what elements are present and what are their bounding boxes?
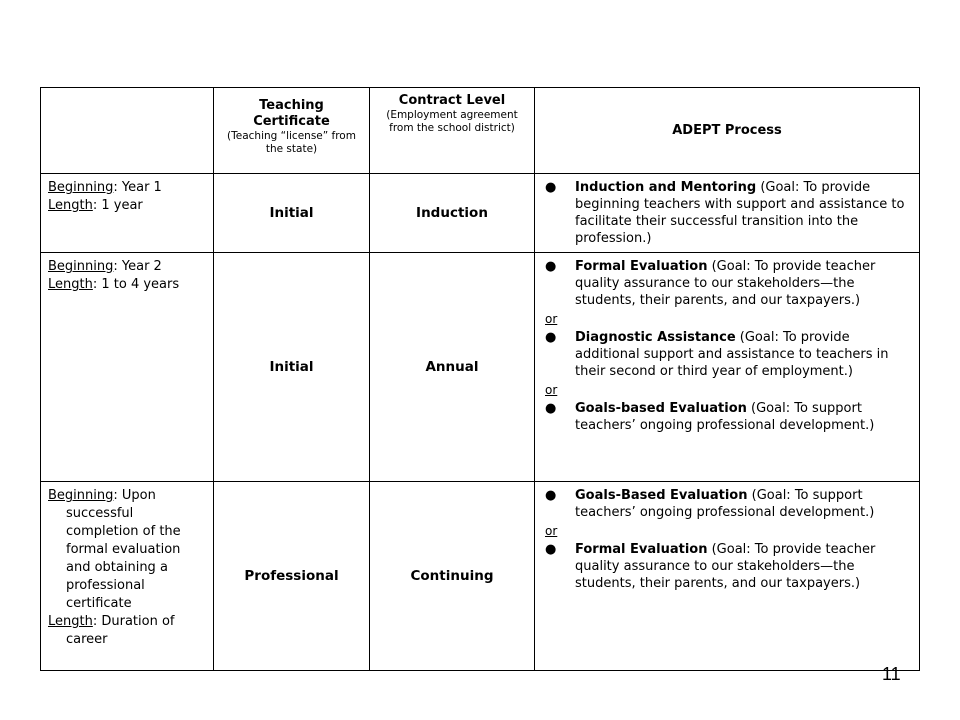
contract-cell: Annual [370,253,535,482]
beginning-label: Beginning [48,488,114,503]
certificate-subtitle: (Teaching “license” from the state) [227,130,356,155]
table-row [41,253,920,482]
header-adept [535,88,920,174]
adept-cell [535,253,920,482]
bullet-icon: ● [545,259,557,274]
adept-title: ADEPT Process [672,122,782,138]
list-item [545,179,909,247]
certificate-cell: Initial [214,253,370,482]
item-title: Induction and Mentoring [575,180,757,195]
contract-cell: Induction [370,174,535,253]
contract-title: Contract Level [398,93,506,108]
item-desc: (Goal: To provide teacher quality assurance to our stakeholders—the students, their parents, and our taxpayers.) [575,259,876,308]
item-title: Formal Evaluation [575,542,708,557]
length-value: : Duration of career [66,614,175,647]
length-label: Length [48,277,93,292]
list-item [545,329,909,380]
beginning-label: Beginning [48,259,114,274]
bullet-icon: ● [545,542,557,557]
list-item [545,258,909,309]
item-title: Goals-Based Evaluation [575,488,748,503]
item-title: Diagnostic Assistance [575,330,736,345]
item-desc: (Goal: To support teachers’ ongoing professional development.) [575,488,875,520]
length-label: Length [48,614,93,629]
or-separator: or [545,524,558,538]
page-number: 11 [882,664,901,684]
length-value: : 1 year [92,198,143,213]
stage-cell [41,482,214,671]
beginning-value: : Year 2 [113,259,162,274]
length-label: Length [48,198,93,213]
header-certificate [214,88,370,174]
beginning-value: : Year 1 [113,180,162,195]
item-desc: (Goal: To provide beginning teachers with support and assistance to facilitate their successful transition into the profession.) [575,180,905,246]
or-separator: or [545,312,558,326]
bullet-icon: ● [545,488,557,503]
table-row [41,482,920,671]
bullet-icon: ● [545,180,557,195]
contract-cell: Continuing [370,482,535,671]
list-item [545,487,909,521]
list-item [545,541,909,592]
stage-cell [41,174,214,253]
contract-subtitle: (Employment agreement from the school district) [386,109,518,134]
bullet-icon: ● [545,401,557,416]
list-item [545,400,909,434]
adept-cell [535,174,920,253]
item-title: Formal Evaluation [575,259,708,274]
adept-table [40,87,920,671]
beginning-value: : Upon successful completion of the formal evaluation and obtaining a professional certificate [66,488,181,611]
header-empty-cell [41,88,214,174]
certificate-cell: Initial [214,174,370,253]
or-separator: or [545,383,558,397]
certificate-cell: Professional [214,482,370,671]
stage-cell [41,253,214,482]
adept-cell [535,482,920,671]
header-contract [370,88,535,174]
length-value: : 1 to 4 years [92,277,180,292]
bullet-icon: ● [545,330,557,345]
item-desc: (Goal: To support teachers’ ongoing professional development.) [575,401,875,433]
table-row [41,174,920,253]
item-desc: (Goal: To provide teacher quality assurance to our stakeholders—the students, their parents, and our taxpayers.) [575,542,876,591]
header-row [41,88,920,174]
item-desc: (Goal: To provide additional support and assistance to teachers in their second or third year of employment.) [575,330,889,379]
beginning-label: Beginning [48,180,114,195]
certificate-title: Teaching Certificate [253,98,330,129]
item-title: Goals-based Evaluation [575,401,747,416]
